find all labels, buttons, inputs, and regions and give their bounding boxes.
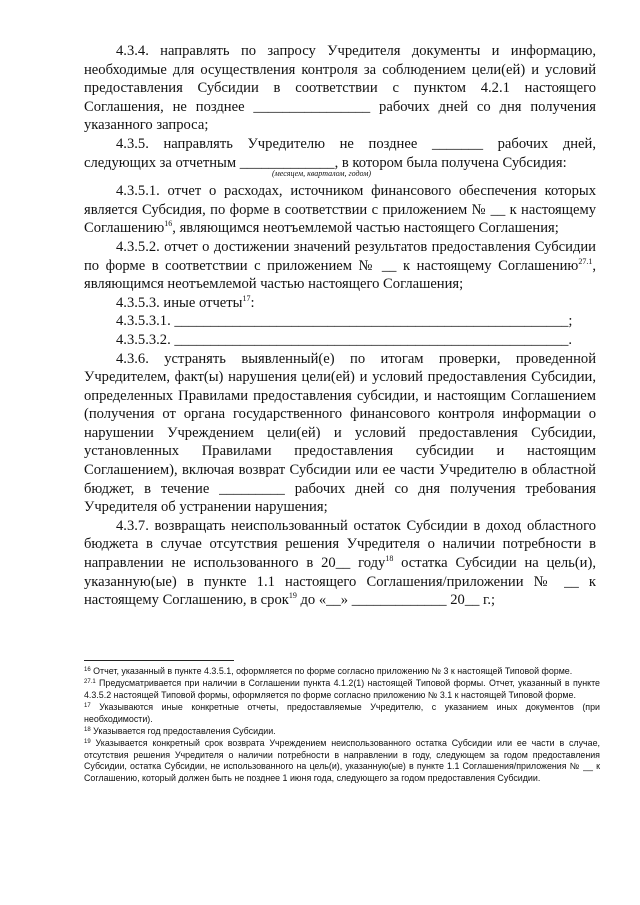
footnote-text: Предусматривается при наличии в Соглашении пункта 4.1.2(1) настоящей Типовой формы. Отчет, указанный в пункте 4.3.5.2 настоящей Типовой формы, оформляется по форме согласно приложению № 3.1 к настоящей Типовой форме. — [84, 678, 600, 700]
footnote-text: Указываются иные конкретные отчеты, предоставляемые Учредителю, с указанием иных документов (при необходимости). — [84, 702, 600, 724]
clause-4-3-5-3 — [84, 294, 596, 313]
clause-4-3-5-1 — [84, 182, 596, 238]
footnotes — [84, 660, 600, 785]
clause-4-3-5-line1: 4.3.5. направлять Учредителю не позднее _______ рабочих дней, — [116, 135, 596, 152]
clause-text: до «__» _____________ 20__ г.; — [296, 592, 496, 609]
clause-4-3-5-3-1: 4.3.5.3.1. ______________________________________________________; — [116, 313, 573, 330]
footnote-number: 17 — [84, 703, 91, 710]
clause-text: : — [250, 294, 255, 311]
footnote-text: Указывается конкретный срок возврата Учреждением неиспользованного остатка Субсидии или ее части в случае, отсутствия решения Учредителя о наличии потребности в направлении в году, следующем за годом предоставления Субсидии, остатка Субсидии, не использованного на цель(и), указанную(ые) в пункте 1.1 Соглашения/приложения № __ к Соглашению, который должен быть не позднее 1 июня года, следующего за годом предоставления Субсидии. — [84, 738, 600, 783]
footnote-text: Отчет, указанный в пункте 4.3.5.1, оформляется по форме согласно приложению № 3 к настоящей Типовой форме. — [93, 666, 573, 676]
footnote-ref: 18 — [385, 554, 394, 564]
clause-text: остатка Субсидии на цель(и), указанную(ые) в пункте 1.1 настоящего Соглашения/приложении № __ к настоящему Соглашению, в срок — [84, 555, 596, 609]
document-body — [84, 42, 596, 610]
footnote-19 — [84, 738, 600, 784]
clause-4-3-5-3-2: 4.3.5.3.2. ______________________________________________________. — [116, 331, 573, 348]
clause-text: 4.3.7. возвращать неиспользованный остаток Субсидии в доход областного бюджета в случае отсутствия решения Учредителя о наличии потребности в направлении не использованного в 20__ году — [84, 517, 596, 572]
footnote-ref: 17 — [242, 293, 251, 303]
clause-4-3-7 — [84, 517, 596, 610]
footnote-number: 27.1 — [84, 679, 96, 686]
footnote-ref: 16 — [164, 219, 173, 229]
footnote-17 — [84, 702, 600, 725]
period-hint: (месяцем, кварталом, годом) — [272, 169, 371, 179]
footnote-divider — [84, 660, 234, 661]
footnote-number: 19 — [84, 739, 91, 746]
footnote-ref: 19 — [288, 591, 297, 601]
clause-4-3-6: 4.3.6. устранять выявленный(е) по итогам проверки, проведенной Учредителем, факт(ы) нарушения цели(ей) и условий предоставления Субсидии, определенных Правилами предоставления субсидии, и настоящим Соглашением (получения от органа государственного финансового контроля информации о нарушении Учреждением цели(ей) и условий предоставления Субсидии, установленных Правилами предоставления субсидии и настоящим Соглашением), включая возврат Субсидии или ее части Учредителю в областной бюджет, в течение _________ рабочих дней со дня получения требования Учредителя об устранении нарушения; — [84, 350, 596, 516]
footnote-18 — [84, 726, 600, 737]
footnote-ref: 27.1 — [578, 256, 593, 266]
clause-text: 4.3.5.2. отчет о достижении значений результатов предоставления Субсидии по форме в соответствии с приложением № __ к настоящему Соглашению — [84, 238, 596, 274]
footnote-number: 16 — [84, 667, 91, 673]
clause-text: , являющимся неотъемлемой частью настоящего Соглашения; — [84, 257, 596, 293]
footnote-text: Указывается год предоставления Субсидии. — [93, 726, 276, 737]
clause-4-3-5-2 — [84, 238, 596, 294]
footnote-number: 18 — [84, 727, 91, 734]
footnote-27-1 — [84, 678, 600, 701]
clause-text: , являющимся неотъемлемой частью настоящего Соглашения; — [172, 220, 559, 237]
clause-text: 4.3.5.1. отчет о расходах, источником финансового обеспечения которых является Субсидия, по форме в соответствии с приложением № __ к настоящему Соглашению — [84, 183, 596, 237]
clause-4-3-4: 4.3.4. направлять по запросу Учредителя документы и информацию, необходимые для осуществления контроля за соблюдением цели(ей) и условий предоставления Субсидии в соответствии с пунктом 4.2.1 настоящего Соглашения, не позднее ________________ рабочих дней со дня получения указанного запроса; — [84, 43, 596, 134]
clause-4-3-5-line2: следующих за отчетным _____________, в котором была получена Субсидия: — [84, 154, 567, 171]
footnote-16 — [84, 666, 600, 677]
clause-text: 4.3.5.3. иные отчеты — [116, 294, 243, 311]
